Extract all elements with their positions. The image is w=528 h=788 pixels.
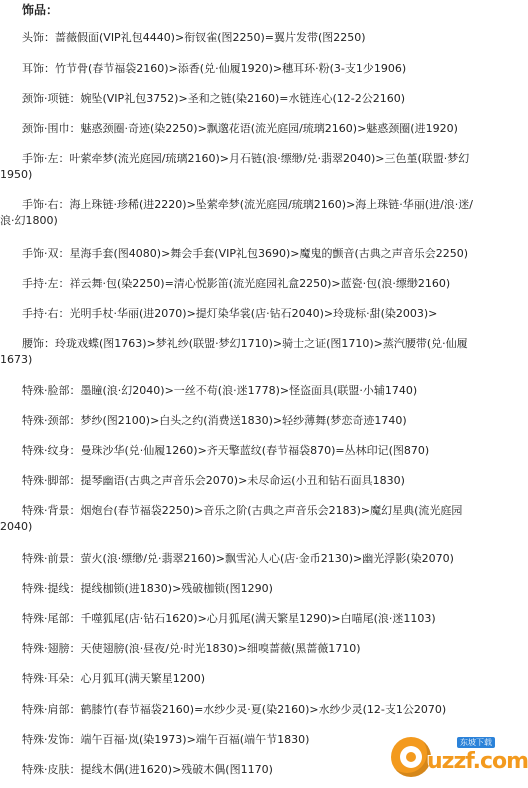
logo-ball-icon [391, 737, 431, 777]
text-line: 特殊·脸部：墨瞳(浪·幻2040)>一丝不苟(浪·迷1778)>怪盗面具(联盟·小辅1740) [22, 384, 418, 397]
text-line: 特殊·背景：烟炮台(春节福袋2250)>音乐之阶(古典之声音乐会2183)>魔幻星典(流光庭园 [22, 504, 463, 517]
text-line: 特殊·皮肤：提线木偶(进1620)>残破木偶(图1170) [22, 763, 273, 776]
text-line: 手饰·左：叶萦牵梦(流光庭园/琉璃2160)>月石链(浪·缥缈/兑·翡翠2040)>三色堇(联盟·梦幻 [22, 152, 470, 165]
watermark-tag: 东坡下载 [457, 737, 495, 748]
text-line-continued: 1673) [0, 353, 33, 366]
text-line-continued: 浪·幻1800) [0, 214, 58, 227]
text-line: 特殊·翅膀：天使翅膀(浪·昼夜/兑·时光1830)>细嗅蔷薇(黑蔷薇1710) [22, 642, 361, 655]
text-line: 手持·右：光明手杖·华丽(进2070)>提灯染华裳(店·钻石2040)>玲珑标·甜(染2003)> [22, 307, 438, 320]
text-line: 颈饰·围巾：魅惑颈圈·奇迹(染2250)>飘邈花语(流光庭园/琉璃2160)>魅惑颈圈(进1920) [22, 122, 458, 135]
text-line: 手饰·右：海上珠链·珍稀(进2220)>坠萦牵梦(流光庭园/琉璃2160)>海上珠链·华丽(进/浪·迷/ [22, 198, 473, 211]
text-line: 特殊·前景：萤火(浪·缥缈/兑·翡翠2160)>飘雪沁人心(店·金币2130)>幽光浮影(染2070) [22, 552, 454, 565]
text-line: 特殊·尾部：千噬狐尾(店·钻石1620)>心月狐尾(满天繁星1290)>白喵尾(浪·迷1103) [22, 612, 436, 625]
text-line-continued: 1950) [0, 168, 33, 181]
text-line: 特殊·脚部：提琴幽语(古典之声音乐会2070)>未尽命运(小丑和钻石面具1830) [22, 474, 405, 487]
site-watermark-logo [391, 735, 528, 785]
watermark-text: uzzf.com [427, 749, 528, 774]
text-line: 手饰·双：星海手套(图4080)>舞会手套(VIP礼包3690)>魔鬼的颤音(古典之声音乐会2250) [22, 247, 469, 260]
text-line: 颈饰·项链：婉坠(VIP礼包3752)>圣和之链(染2160)=水链连心(12-2公2160) [22, 92, 406, 105]
text-line: 特殊·纹身：曼珠沙华(兑·仙履1260)>齐天擎蓝纹(春节福袋870)=丛林印记(图870) [22, 444, 430, 457]
text-line: 手持·左：祥云舞·包(染2250)=清心悦影笛(流光庭园礼盒2250)>蓝瓷·包(浪·缥缈2160) [22, 277, 451, 290]
text-line: 特殊·肩部：鹤膝竹(春节福袋2160)=水纱少灵·夏(染2160)>水纱少灵(12-支1公2070) [22, 703, 447, 716]
text-line: 耳饰：竹节骨(春节福袋2160)>添香(兑·仙履1920)>穗耳环·粉(3-支1少1906) [22, 62, 407, 75]
text-line: 头饰：蔷薇假面(VIP礼包4440)>衔钗雀(图2250)=翼片发带(图2250) [22, 31, 366, 44]
section-heading: 饰品： [22, 3, 59, 17]
text-line: 特殊·发饰：端午百福·岚(染1973)>端午百福(端午节1830) [22, 733, 310, 746]
text-line: 特殊·耳朵：心月狐耳(满天繁星1200) [22, 672, 206, 685]
text-line-continued: 2040) [0, 520, 33, 533]
text-line: 腰饰：玲珑戏蝶(图1763)>梦礼纱(联盟·梦幻1710)>骑士之证(图1710)>蒸汽腰带(兑·仙履 [22, 337, 468, 350]
text-line: 特殊·提线：提线枷锁(进1830)>残破枷锁(图1290) [22, 582, 273, 595]
text-line: 特殊·颈部：梦纱(图2100)>白头之约(消费送1830)>轻纱薄舞(梦恋奇迹1740) [22, 414, 407, 427]
